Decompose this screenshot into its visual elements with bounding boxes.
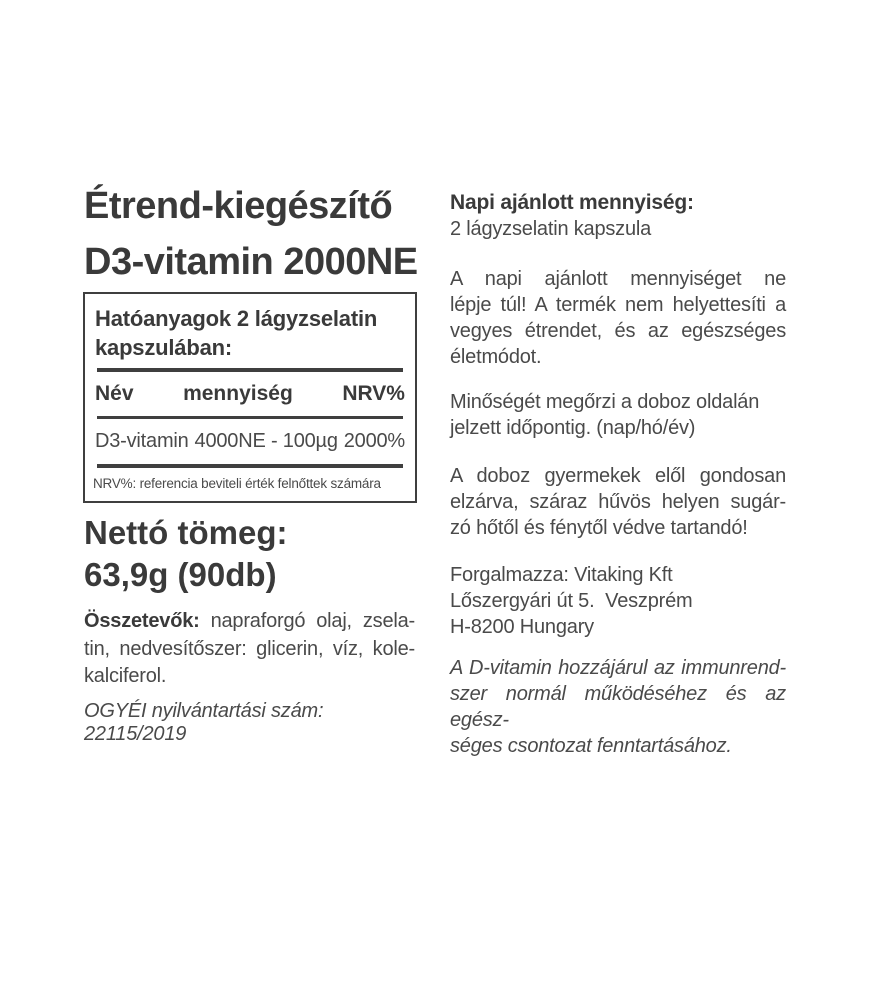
column-header-amount: mennyiség (183, 382, 293, 405)
product-title (84, 178, 428, 290)
quality-line1: Minőségét megőrzi a doboz oldalán (450, 391, 760, 413)
ingredients-line2: tin, nedvesítőszer: glicerin, víz, kole- (84, 637, 415, 660)
product-title-line2: D3-vitamin 2000NE (84, 241, 418, 283)
ingredients-paragraph (84, 608, 415, 691)
ingredient-nrv-cell: 2000% (343, 429, 405, 452)
ingredients-line3: kalciferol. (84, 665, 167, 687)
quality-paragraph (450, 389, 786, 441)
quality-line2: jelzett időpontig. (nap/hó/év) (450, 417, 696, 439)
storage-paragraph (450, 463, 786, 541)
storage-line3: zó hőtől és fénytől védve tartandó! (450, 517, 748, 539)
daily-amount-block (450, 190, 786, 242)
warning-line2: lépje túl! A termék nem helyettesíti a (450, 294, 786, 316)
registration-number: OGYÉI nyilvántartási szám: 22115/2019 (84, 700, 329, 745)
daily-amount-value: 2 lágyzselatin kapszula (450, 218, 652, 240)
column-header-name: Név (95, 382, 134, 405)
daily-amount-heading: Napi ajánlott mennyiség: (450, 191, 694, 214)
nutrition-table-title-line1: Hatóanyagok 2 lágyzselatin (95, 306, 378, 331)
net-weight (84, 512, 428, 596)
nutrition-table-title (93, 300, 407, 368)
storage-line1: A doboz gyermekek elől gondosan (450, 465, 786, 487)
warning-line1: A napi ajánlott mennyiséget ne (450, 268, 786, 290)
net-weight-label: Nettó tömeg: (84, 514, 288, 551)
health-claim-line2: szer normál működéséhez és az egész- (450, 683, 792, 731)
warning-paragraph (450, 266, 786, 370)
net-weight-value: 63,9g (90db) (84, 556, 277, 593)
warning-line4: életmódot. (450, 346, 542, 368)
nutrition-table (83, 292, 417, 503)
storage-line2: elzárva, száraz hűvös helyen sugár- (450, 491, 786, 513)
table-row (93, 419, 407, 464)
distributor-block (450, 562, 786, 640)
nrv-footnote: NRV%: referencia beviteli érték felnőttek számára (93, 475, 381, 491)
health-claim-line3: séges csontozat fenntartásához. (450, 735, 732, 757)
health-claim-line1: A D-vitamin hozzájárul az immunrend- (450, 657, 786, 679)
distributor-line3: H-8200 Hungary (450, 616, 594, 638)
ingredient-amount-cell: 4000NE - 100µg (194, 429, 338, 452)
distributor-line2: Lőszergyári út 5. Veszprém (450, 590, 693, 612)
ingredients-line1 (84, 608, 415, 636)
warning-line3: vegyes étrendet, és az egészséges (450, 320, 786, 342)
ingredient-name-cell: D3-vitamin (95, 429, 189, 452)
nutrition-table-title-line2: kapszulában: (95, 335, 232, 360)
column-header-nrv: NRV% (342, 382, 405, 405)
product-title-line1: Étrend-kiegészítő (84, 185, 393, 227)
ingredients-line1-rest: napraforgó olaj, zsela- (199, 610, 415, 632)
table-column-headers (93, 372, 407, 416)
ingredients-label: Összetevők: (84, 610, 200, 632)
distributor-line1: Forgalmazza: Vitaking Kft (450, 564, 673, 586)
health-claim-paragraph (450, 655, 792, 759)
